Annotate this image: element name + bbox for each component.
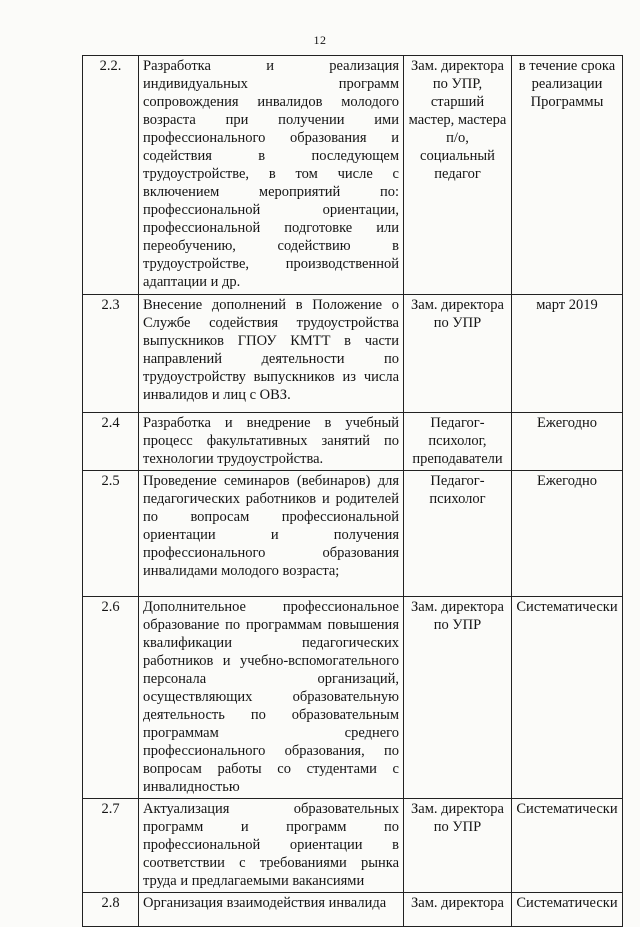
row-number: 2.2.	[83, 56, 139, 295]
row-number: 2.7	[83, 799, 139, 893]
table-row	[83, 471, 623, 597]
activity-description: Актуализация образовательных программ и программ по профессиональной ориентации в соответствии с требованиями рынка труда и предлагаемыми вакансиями	[139, 799, 404, 893]
deadline: Систематически	[512, 597, 623, 799]
row-number: 2.3	[83, 295, 139, 413]
table-row	[83, 597, 623, 799]
activity-description: Проведение семинаров (вебинаров) для педагогических работников и родителей по вопросам профессиональной ориентации и получения профессионального образования инвалидами молодого возраста;	[139, 471, 404, 597]
responsible-person: Зам. директора по УПР	[404, 597, 512, 799]
table-row	[83, 893, 623, 927]
responsible-person: Зам. директора	[404, 893, 512, 927]
row-number: 2.4	[83, 413, 139, 471]
responsible-person: Зам. директора по УПР	[404, 295, 512, 413]
deadline: Систематически	[512, 799, 623, 893]
responsible-person: Педагог-психолог, преподаватели	[404, 413, 512, 471]
table-row	[83, 413, 623, 471]
activity-description: Организация взаимодействия инвалида	[139, 893, 404, 927]
table-row	[83, 295, 623, 413]
row-number: 2.5	[83, 471, 139, 597]
activity-description: Разработка и реализация индивидуальных программ сопровождения инвалидов молодого возраста при получении ими профессионального образования и содействия в последующем трудоустройстве, в том числе с включением мероприятий по: профессиональной ориентации, профессиональной подготовке или переобучению, содействию в трудоустройстве, производственной адаптации и др.	[139, 56, 404, 295]
activity-description: Внесение дополнений в Положение о Службе содействия трудоустройства выпускников ГПОУ КМТТ в части направлений деятельности по трудоустройству выпускников из числа инвалидов и лиц с ОВЗ.	[139, 295, 404, 413]
deadline: Систематически	[512, 893, 623, 927]
responsible-person: Педагог-психолог	[404, 471, 512, 597]
deadline: Ежегодно	[512, 471, 623, 597]
row-number: 2.6	[83, 597, 139, 799]
responsible-person: Зам. директора по УПР, старший мастер, мастера п/о, социальный педагог	[404, 56, 512, 295]
activity-description: Дополнительное профессиональное образование по программам повышения квалификации педагогических работников и учебно-вспомогательного персонала организаций, осуществляющих образовательную деятельность по образовательным программам среднего профессионального образования, по вопросам работы со студентами с инвалидностью	[139, 597, 404, 799]
activities-table	[82, 55, 623, 927]
activity-description: Разработка и внедрение в учебный процесс факультативных занятий по технологии трудоустройства.	[139, 413, 404, 471]
row-number: 2.8	[83, 893, 139, 927]
deadline: март 2019	[512, 295, 623, 413]
table-row	[83, 56, 623, 295]
table-row	[83, 799, 623, 893]
deadline: Ежегодно	[512, 413, 623, 471]
deadline: в течение срока реализации Программы	[512, 56, 623, 295]
page-number: 12	[313, 33, 327, 47]
responsible-person: Зам. директора по УПР	[404, 799, 512, 893]
